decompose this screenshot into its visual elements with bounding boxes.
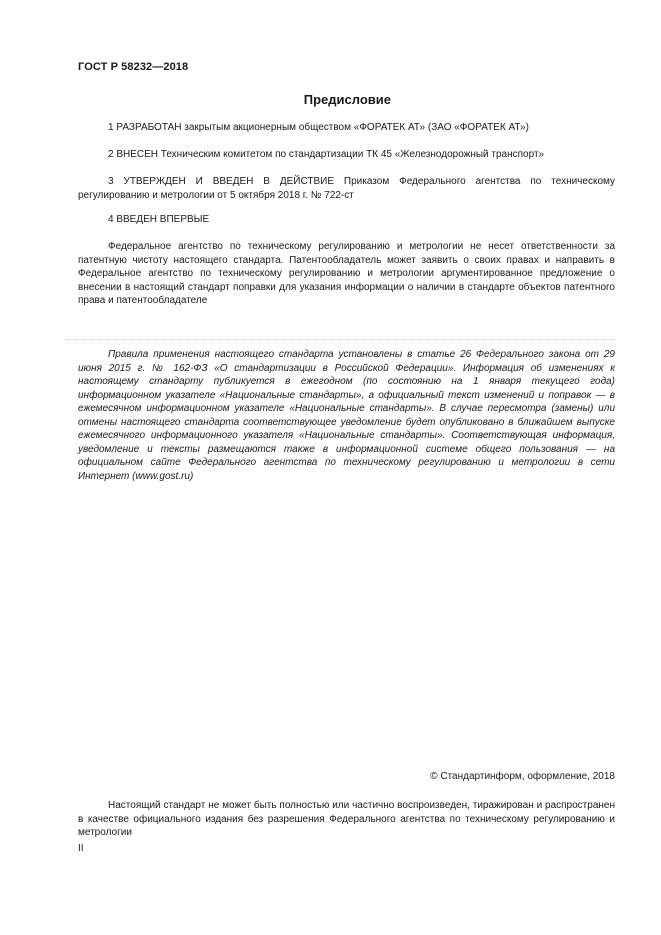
copyright-line: © Стандартинформ, оформление, 2018 [430, 771, 615, 782]
preface-item-4-text: 4 ВВЕДЕН ВПЕРВЫЕ [108, 214, 210, 225]
reproduction-note [78, 799, 615, 840]
preface-item-4 [78, 213, 615, 227]
preface-item-3 [78, 175, 615, 202]
preface-title: Предисловие [303, 92, 391, 107]
preface-item-3-text: 3 УТВЕРЖДЕН И ВВЕДЕН В ДЕЙСТВИЕ Приказом Федерального агентства по техническому регулированию и метрологии от 5 октября 2018 г. № 722-ст [78, 176, 615, 201]
preface-item-1-text: 1 РАЗРАБОТАН закрытым акционерным обществом «ФОРАТЕК АТ» (ЗАО «ФОРАТЕК АТ») [108, 122, 529, 133]
preface-item-2-text: 2 ВНЕСЕН Техническим комитетом по стандартизации ТК 45 «Железнодорожный транспорт» [108, 149, 545, 160]
patent-note [78, 240, 615, 308]
page-number: II [78, 843, 84, 854]
rules-note [78, 348, 615, 483]
standard-code: ГОСТ Р 58232—2018 [78, 61, 189, 73]
patent-note-text: Федеральное агентство по техническому регулированию и метрологии не несет ответственности за патентную чистоту настоящего стандарта. Патентообладатель может заявить о своих правах и направить в Федеральное агентство по техническому регулированию и метрологии аргументированное предложение о внесении в настоящий стандарт поправки для указания информации о наличии в стандарте объектов патентного права и патентообладателе [78, 241, 615, 306]
reproduction-note-text: Настоящий стандарт не может быть полностью или частично воспроизведен, тиражирован и распространен в качестве официального издания без разрешения Федерального агентства по техническому регулированию и метрологии [78, 800, 615, 838]
rules-note-text: Правила применения настоящего стандарта установлены в статье 26 Федерального закона от 29 июня 2015 г. № 162-ФЗ «О стандартизации в Российской Федерации». Информация об изменениях к настоящему стандарту публикуется в ежегодном (по состоянию на 1 января текущего года) информационном указателе «Национальные стандарты», а официальный текст изменений и поправок — в ежемесячном информационном указателе «Национальные стандарты». В случае пересмотра (замены) или отмены настоящего стандарта соответствующее уведомление будет опубликовано в ближайшем выпуске ежемесячного информационного указателя «Национальные стандарты». Соответствующая информация, уведомление и тексты размещаются также в информационной системе общего пользования — на официальном сайте Федерального агентства по техническому регулированию и метрологии в сети Интернет (www.gost.ru) [78, 349, 615, 482]
section-divider [64, 339, 615, 340]
preface-item-1 [78, 121, 615, 135]
preface-item-2 [78, 148, 615, 162]
